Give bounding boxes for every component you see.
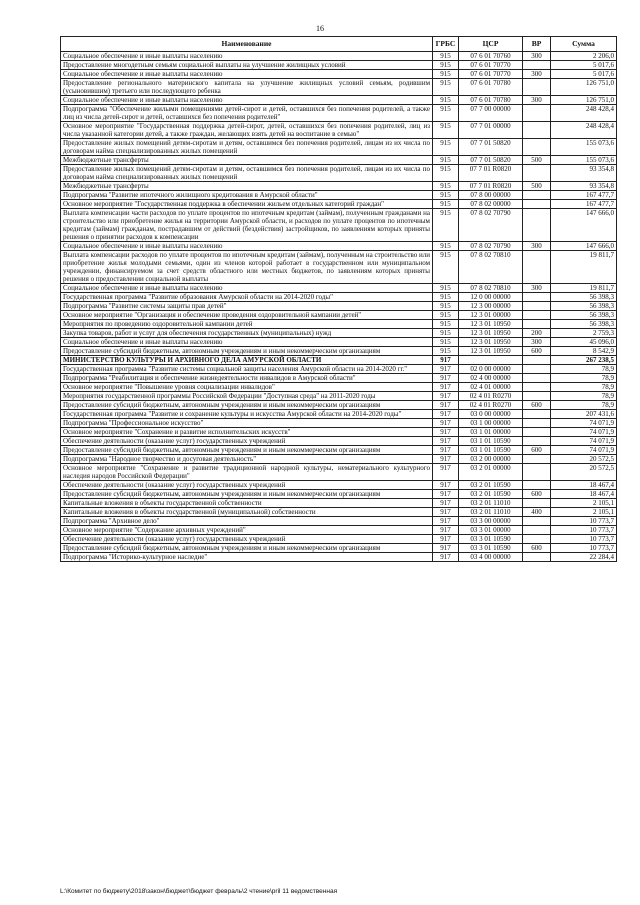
cell-grbs: 915 xyxy=(433,200,459,209)
cell-name: Подпрограмма "Народное творчество и досуговая деятельность" xyxy=(61,455,433,464)
cell-grbs: 917 xyxy=(433,553,459,562)
cell-vr xyxy=(523,191,551,200)
header-sum: Сумма xyxy=(551,37,617,52)
cell-name: Социальное обеспечение и иные выплаты населению xyxy=(61,70,433,79)
table-row xyxy=(61,508,617,517)
cell-grbs: 917 xyxy=(433,464,459,481)
cell-grbs: 917 xyxy=(433,374,459,383)
table-row xyxy=(61,191,617,200)
cell-grbs: 917 xyxy=(433,365,459,374)
cell-grbs: 917 xyxy=(433,490,459,499)
cell-vr xyxy=(523,535,551,544)
table-row xyxy=(61,302,617,311)
table-header-row xyxy=(61,37,617,52)
cell-csr: 07 6 01 70780 xyxy=(459,96,523,105)
cell-sum: 5 017,6 xyxy=(551,61,617,70)
cell-sum: 74 071,9 xyxy=(551,437,617,446)
cell-csr: 07 8 02 70810 xyxy=(459,284,523,293)
page-number: 16 xyxy=(316,24,324,33)
cell-name: Социальное обеспечение и иные выплаты населению xyxy=(61,242,433,251)
cell-csr: 07 7 01 R0820 xyxy=(459,165,523,182)
cell-grbs: 917 xyxy=(433,535,459,544)
cell-csr: 03 2 01 10590 xyxy=(459,481,523,490)
cell-csr: 07 6 01 70760 xyxy=(459,52,523,61)
cell-name: Капитальные вложения в объекты государственной (муниципальной) собственности xyxy=(61,508,433,517)
cell-vr xyxy=(523,517,551,526)
cell-grbs: 917 xyxy=(433,517,459,526)
cell-sum: 248 428,4 xyxy=(551,105,617,122)
cell-grbs: 917 xyxy=(433,419,459,428)
cell-vr xyxy=(523,526,551,535)
cell-grbs: 915 xyxy=(433,347,459,356)
cell-csr: 12 3 01 10950 xyxy=(459,347,523,356)
cell-csr: 03 0 00 00000 xyxy=(459,410,523,419)
cell-sum: 93 354,8 xyxy=(551,182,617,191)
cell-csr: 07 7 01 50820 xyxy=(459,139,523,156)
cell-sum: 56 398,3 xyxy=(551,293,617,302)
cell-name: Государственная программа "Развитие системы социальной защиты населения Амурской области на 2014-2020 гг." xyxy=(61,365,433,374)
table-row xyxy=(61,70,617,79)
cell-name: Предоставление субсидий бюджетным, автономным учреждениям и иным некоммерческим организациям xyxy=(61,347,433,356)
cell-csr: 03 2 01 10590 xyxy=(459,490,523,499)
cell-vr: 300 xyxy=(523,338,551,347)
cell-csr: 03 3 01 10590 xyxy=(459,544,523,553)
cell-name: Мероприятия по проведению оздоровительной кампании детей xyxy=(61,320,433,329)
cell-vr: 600 xyxy=(523,446,551,455)
cell-name: Предоставление субсидий бюджетным, автономным учреждениям и иным некоммерческим организациям xyxy=(61,401,433,410)
cell-grbs: 915 xyxy=(433,302,459,311)
cell-csr: 07 7 01 R0820 xyxy=(459,182,523,191)
cell-csr: 12 3 00 00000 xyxy=(459,302,523,311)
table-body xyxy=(61,52,617,562)
cell-csr: 12 3 01 10950 xyxy=(459,329,523,338)
cell-sum: 167 477,7 xyxy=(551,191,617,200)
cell-vr xyxy=(523,320,551,329)
cell-vr xyxy=(523,105,551,122)
cell-vr xyxy=(523,410,551,419)
cell-name: Мероприятия государственной программы Российской Федерации "Доступная среда" на 2011-2020 годы xyxy=(61,392,433,401)
cell-sum: 20 572,5 xyxy=(551,455,617,464)
table-row xyxy=(61,437,617,446)
cell-vr xyxy=(523,139,551,156)
cell-name: Обеспечение деятельности (оказание услуг) государственных учреждений xyxy=(61,481,433,490)
cell-name: Предоставление многодетным семьям социальной выплаты на улучшение жилищных условий xyxy=(61,61,433,70)
table-row xyxy=(61,329,617,338)
cell-vr: 300 xyxy=(523,70,551,79)
cell-name: Предоставление жилых помещений детям-сиротам и детям, оставшимся без попечения родителей, лицам из их числа по договорам найма специализированных жилых помещений xyxy=(61,165,433,182)
cell-sum: 78,9 xyxy=(551,401,617,410)
cell-vr xyxy=(523,481,551,490)
cell-csr: 03 2 01 11010 xyxy=(459,499,523,508)
cell-name: МИНИСТЕРСТВО КУЛЬТУРЫ И АРХИВНОГО ДЕЛА АМУРСКОЙ ОБЛАСТИ xyxy=(61,356,433,365)
cell-grbs: 915 xyxy=(433,320,459,329)
cell-vr xyxy=(523,165,551,182)
cell-csr: 07 8 02 00000 xyxy=(459,200,523,209)
cell-grbs: 915 xyxy=(433,165,459,182)
cell-sum: 78,9 xyxy=(551,365,617,374)
cell-name: Подпрограмма "Историко-культурное наследие" xyxy=(61,553,433,562)
table-row xyxy=(61,311,617,320)
header-grbs: ГРБС xyxy=(433,37,459,52)
cell-vr: 600 xyxy=(523,544,551,553)
cell-vr xyxy=(523,61,551,70)
cell-name: Социальное обеспечение и иные выплаты населению xyxy=(61,284,433,293)
cell-name: Социальное обеспечение и иные выплаты населению xyxy=(61,338,433,347)
cell-name: Подпрограмма "Архивное дело" xyxy=(61,517,433,526)
cell-csr: 03 1 01 00000 xyxy=(459,428,523,437)
table-row xyxy=(61,374,617,383)
cell-csr: 03 1 01 10590 xyxy=(459,446,523,455)
table-row xyxy=(61,105,617,122)
cell-vr xyxy=(523,553,551,562)
table-row xyxy=(61,446,617,455)
cell-name: Подпрограмма "Развитие ипотечного жилищного кредитования в Амурской области" xyxy=(61,191,433,200)
cell-grbs: 917 xyxy=(433,356,459,365)
table-row xyxy=(61,182,617,191)
cell-sum: 74 071,9 xyxy=(551,428,617,437)
table-row xyxy=(61,79,617,96)
table-row xyxy=(61,96,617,105)
cell-sum: 126 751,0 xyxy=(551,96,617,105)
table-row xyxy=(61,165,617,182)
table-row xyxy=(61,284,617,293)
cell-name: Закупка товаров, работ и услуг для обеспечения государственных (муниципальных) нужд xyxy=(61,329,433,338)
table-row xyxy=(61,52,617,61)
cell-sum: 5 017,6 xyxy=(551,70,617,79)
cell-name: Межбюджетные трансферты xyxy=(61,182,433,191)
cell-vr: 600 xyxy=(523,347,551,356)
cell-sum: 10 773,7 xyxy=(551,544,617,553)
cell-sum: 78,9 xyxy=(551,374,617,383)
cell-grbs: 917 xyxy=(433,437,459,446)
cell-name: Социальное обеспечение и иные выплаты населению xyxy=(61,96,433,105)
table-row xyxy=(61,428,617,437)
cell-sum: 126 751,0 xyxy=(551,79,617,96)
cell-name: Основное мероприятие "Государственная поддержка в обеспечении жильем отдельных категорий граждан" xyxy=(61,200,433,209)
cell-name: Государственная программа "Развитие образования Амурской области на 2014-2020 годы" xyxy=(61,293,433,302)
table-row xyxy=(61,356,617,365)
cell-sum: 2 759,3 xyxy=(551,329,617,338)
table-row xyxy=(61,156,617,165)
table-row xyxy=(61,122,617,139)
table-row xyxy=(61,338,617,347)
cell-grbs: 915 xyxy=(433,242,459,251)
cell-vr xyxy=(523,251,551,284)
cell-grbs: 917 xyxy=(433,544,459,553)
cell-csr: 12 0 00 00000 xyxy=(459,293,523,302)
cell-vr: 400 xyxy=(523,508,551,517)
cell-name: Подпрограмма "Профессиональное искусство" xyxy=(61,419,433,428)
cell-csr: 03 1 01 10590 xyxy=(459,437,523,446)
cell-name: Обеспечение деятельности (оказание услуг) государственных учреждений xyxy=(61,437,433,446)
footer-file-path: L:\Комитет по бюджету\2018\закон\бюджет\бюджет февраль\2 чтение\pril 11 ведомственная xyxy=(60,888,338,895)
cell-sum: 20 572,5 xyxy=(551,464,617,481)
cell-vr xyxy=(523,122,551,139)
cell-csr: 03 3 01 10590 xyxy=(459,535,523,544)
cell-sum: 10 773,7 xyxy=(551,526,617,535)
table-row xyxy=(61,392,617,401)
cell-name: Предоставление жилых помещений детям-сиротам и детям, оставшимся без попечения родителей, лицам из их числа по договорам найма специализированных жилых помещений xyxy=(61,139,433,156)
cell-grbs: 915 xyxy=(433,79,459,96)
cell-sum: 78,9 xyxy=(551,383,617,392)
cell-vr: 200 xyxy=(523,329,551,338)
cell-name: Предоставление субсидий бюджетным, автономным учреждениям и иным некоммерческим организациям xyxy=(61,490,433,499)
cell-vr: 300 xyxy=(523,96,551,105)
cell-grbs: 915 xyxy=(433,139,459,156)
cell-sum: 248 428,4 xyxy=(551,122,617,139)
cell-csr: 07 8 02 70790 xyxy=(459,209,523,242)
cell-grbs: 915 xyxy=(433,52,459,61)
table-row xyxy=(61,410,617,419)
cell-sum: 93 354,8 xyxy=(551,165,617,182)
cell-vr: 300 xyxy=(523,284,551,293)
table-row xyxy=(61,209,617,242)
cell-sum: 147 666,0 xyxy=(551,209,617,242)
cell-csr: 03 3 00 00000 xyxy=(459,517,523,526)
cell-name: Предоставление субсидий бюджетным, автономным учреждениям и иным некоммерческим организациям xyxy=(61,446,433,455)
cell-sum: 155 073,6 xyxy=(551,156,617,165)
cell-csr: 12 3 01 10950 xyxy=(459,320,523,329)
cell-name: Основное мероприятие "Содержание архивных учреждений" xyxy=(61,526,433,535)
cell-sum: 267 238,5 xyxy=(551,356,617,365)
cell-sum: 74 071,9 xyxy=(551,446,617,455)
cell-sum: 19 811,7 xyxy=(551,284,617,293)
cell-vr xyxy=(523,392,551,401)
header-name: Наименование xyxy=(61,37,433,52)
cell-csr: 07 8 02 70790 xyxy=(459,242,523,251)
cell-vr xyxy=(523,302,551,311)
table-row xyxy=(61,490,617,499)
cell-name: Подпрограмма "Реабилитация и обеспечение жизнедеятельности инвалидов в Амурской области" xyxy=(61,374,433,383)
cell-sum: 8 542,9 xyxy=(551,347,617,356)
cell-csr: 03 1 00 00000 xyxy=(459,419,523,428)
cell-csr: 03 3 01 00000 xyxy=(459,526,523,535)
cell-vr: 300 xyxy=(523,52,551,61)
cell-name: Выплата компенсации части расходов по уплате процентов по ипотечным кредитам (займам), полученным гражданами на строительство или приобретение жилья на территории Амурской области, и расходов по уплате процентов по ипотечным кредитам (займам) гражданам, пострадавшим от действий (бездействия) застройщиков, по заявлениям которых приняты решения о принятии расходов к компенсации xyxy=(61,209,433,242)
cell-vr xyxy=(523,464,551,481)
cell-csr: 07 6 01 70770 xyxy=(459,61,523,70)
cell-vr xyxy=(523,356,551,365)
cell-sum: 18 467,4 xyxy=(551,490,617,499)
cell-csr: 03 2 01 00000 xyxy=(459,464,523,481)
cell-grbs: 917 xyxy=(433,481,459,490)
cell-csr: 03 2 00 00000 xyxy=(459,455,523,464)
cell-grbs: 917 xyxy=(433,428,459,437)
table-row xyxy=(61,544,617,553)
cell-grbs: 917 xyxy=(433,383,459,392)
cell-sum: 78,9 xyxy=(551,392,617,401)
cell-sum: 207 431,6 xyxy=(551,410,617,419)
table-row xyxy=(61,347,617,356)
cell-sum: 56 398,3 xyxy=(551,311,617,320)
cell-grbs: 915 xyxy=(433,182,459,191)
header-csr: ЦСР xyxy=(459,37,523,52)
cell-sum: 56 398,3 xyxy=(551,320,617,329)
cell-grbs: 915 xyxy=(433,251,459,284)
budget-table xyxy=(60,36,617,562)
cell-csr xyxy=(459,356,523,365)
cell-csr: 02 4 00 00000 xyxy=(459,374,523,383)
table-row xyxy=(61,61,617,70)
cell-vr xyxy=(523,419,551,428)
cell-vr xyxy=(523,200,551,209)
cell-sum: 19 811,7 xyxy=(551,251,617,284)
table-row xyxy=(61,401,617,410)
cell-vr xyxy=(523,437,551,446)
cell-vr: 600 xyxy=(523,401,551,410)
cell-name: Межбюджетные трансферты xyxy=(61,156,433,165)
cell-csr: 07 7 01 50820 xyxy=(459,156,523,165)
cell-sum: 18 467,4 xyxy=(551,481,617,490)
cell-name: Подпрограмма "Развитие системы защиты прав детей" xyxy=(61,302,433,311)
cell-name: Основное мероприятие "Организация и обеспечение проведения оздоровительной кампании детей" xyxy=(61,311,433,320)
cell-grbs: 915 xyxy=(433,61,459,70)
cell-csr: 07 7 00 00000 xyxy=(459,105,523,122)
cell-grbs: 915 xyxy=(433,311,459,320)
cell-vr xyxy=(523,383,551,392)
table-row xyxy=(61,553,617,562)
cell-csr: 02 4 01 00000 xyxy=(459,383,523,392)
table-row xyxy=(61,200,617,209)
table-row xyxy=(61,517,617,526)
table-row xyxy=(61,499,617,508)
cell-grbs: 915 xyxy=(433,105,459,122)
cell-csr: 02 4 01 R0270 xyxy=(459,401,523,410)
cell-grbs: 917 xyxy=(433,401,459,410)
cell-grbs: 917 xyxy=(433,410,459,419)
cell-sum: 22 284,4 xyxy=(551,553,617,562)
table-row xyxy=(61,242,617,251)
cell-csr: 03 2 01 11010 xyxy=(459,508,523,517)
cell-grbs: 915 xyxy=(433,329,459,338)
table-row xyxy=(61,293,617,302)
header-vr: ВР xyxy=(523,37,551,52)
cell-name: Основное мероприятие "Сохранение и развитие традиционной народной культуры, нематериального культурного наследия народов Российской Федерации" xyxy=(61,464,433,481)
cell-grbs: 915 xyxy=(433,156,459,165)
cell-grbs: 915 xyxy=(433,70,459,79)
cell-csr: 07 8 00 00000 xyxy=(459,191,523,200)
cell-vr: 600 xyxy=(523,490,551,499)
cell-grbs: 915 xyxy=(433,338,459,347)
cell-csr: 03 4 00 00000 xyxy=(459,553,523,562)
cell-sum: 74 071,9 xyxy=(551,419,617,428)
cell-vr xyxy=(523,428,551,437)
cell-vr xyxy=(523,455,551,464)
table-row xyxy=(61,383,617,392)
cell-grbs: 915 xyxy=(433,96,459,105)
cell-grbs: 915 xyxy=(433,284,459,293)
cell-vr xyxy=(523,499,551,508)
table-row xyxy=(61,320,617,329)
cell-vr: 300 xyxy=(523,242,551,251)
cell-name: Государственная программа "Развитие и сохранение культуры и искусства Амурской области на 2014-2020 годы" xyxy=(61,410,433,419)
cell-name: Основное мероприятие "Сохранение и развитие исполнительских искусств" xyxy=(61,428,433,437)
cell-name: Предоставление регионального материнского капитала на улучшение жилищных условий семьям, родившим (усыновившим) третьего или последующего ребенка xyxy=(61,79,433,96)
cell-grbs: 917 xyxy=(433,455,459,464)
cell-name: Выплата компенсации расходов по уплате процентов по ипотечным кредитам (займам), полученным на строительство или приобретение жилья молодыми семьями, один из членов которой работает в государственном или муниципальном учреждении, финансируемом за счет средств областного или местных бюджетов, по заявлениям которых приняты решения о предоставлении социальной выплаты xyxy=(61,251,433,284)
cell-name: Основное мероприятие "Государственная поддержка детей-сирот, детей, оставшихся без попечения родителей, лиц из числа указанной категории детей, а также граждан, желающих взять детей на воспитание в семью" xyxy=(61,122,433,139)
table-row xyxy=(61,535,617,544)
cell-grbs: 915 xyxy=(433,293,459,302)
cell-sum: 155 073,6 xyxy=(551,139,617,156)
cell-csr: 07 6 01 70780 xyxy=(459,79,523,96)
cell-grbs: 915 xyxy=(433,209,459,242)
cell-sum: 10 773,7 xyxy=(551,535,617,544)
cell-csr: 12 3 01 00000 xyxy=(459,311,523,320)
cell-grbs: 917 xyxy=(433,526,459,535)
cell-sum: 45 096,0 xyxy=(551,338,617,347)
table-row xyxy=(61,365,617,374)
cell-vr xyxy=(523,365,551,374)
table-row xyxy=(61,464,617,481)
cell-vr: 500 xyxy=(523,182,551,191)
cell-csr: 07 6 01 70770 xyxy=(459,70,523,79)
cell-grbs: 917 xyxy=(433,446,459,455)
cell-grbs: 917 xyxy=(433,508,459,517)
cell-csr: 07 7 01 00000 xyxy=(459,122,523,139)
cell-vr xyxy=(523,209,551,242)
cell-grbs: 915 xyxy=(433,191,459,200)
cell-csr: 02 0 00 00000 xyxy=(459,365,523,374)
cell-sum: 147 666,0 xyxy=(551,242,617,251)
cell-name: Капитальные вложения в объекты государственной собственности xyxy=(61,499,433,508)
cell-name: Предоставление субсидий бюджетным, автономным учреждениям и иным некоммерческим организациям xyxy=(61,544,433,553)
cell-csr: 07 8 02 70810 xyxy=(459,251,523,284)
cell-vr: 500 xyxy=(523,156,551,165)
cell-sum: 2 105,1 xyxy=(551,499,617,508)
cell-grbs: 915 xyxy=(433,122,459,139)
cell-sum: 2 105,1 xyxy=(551,508,617,517)
cell-vr xyxy=(523,293,551,302)
cell-name: Социальное обеспечение и иные выплаты населению xyxy=(61,52,433,61)
cell-grbs: 917 xyxy=(433,499,459,508)
cell-name: Обеспечение деятельности (оказание услуг) государственных учреждений xyxy=(61,535,433,544)
cell-vr xyxy=(523,374,551,383)
table-row xyxy=(61,481,617,490)
cell-csr: 02 4 01 R0270 xyxy=(459,392,523,401)
table-row xyxy=(61,419,617,428)
cell-sum: 56 398,3 xyxy=(551,302,617,311)
table-row xyxy=(61,455,617,464)
cell-csr: 12 3 01 10950 xyxy=(459,338,523,347)
cell-vr xyxy=(523,79,551,96)
cell-vr xyxy=(523,311,551,320)
cell-sum: 2 206,0 xyxy=(551,52,617,61)
cell-sum: 10 773,7 xyxy=(551,517,617,526)
table-row xyxy=(61,251,617,284)
cell-name: Основное мероприятие "Повышение уровня социализации инвалидов" xyxy=(61,383,433,392)
table-row xyxy=(61,526,617,535)
cell-sum: 167 477,7 xyxy=(551,200,617,209)
cell-name: Подпрограмма "Обеспечение жилыми помещениями детей-сирот и детей, оставшихся без попечения родителей, а также лиц из числа детей-сирот и детей, оставшихся без попечения родителей" xyxy=(61,105,433,122)
table-row xyxy=(61,139,617,156)
cell-grbs: 917 xyxy=(433,392,459,401)
